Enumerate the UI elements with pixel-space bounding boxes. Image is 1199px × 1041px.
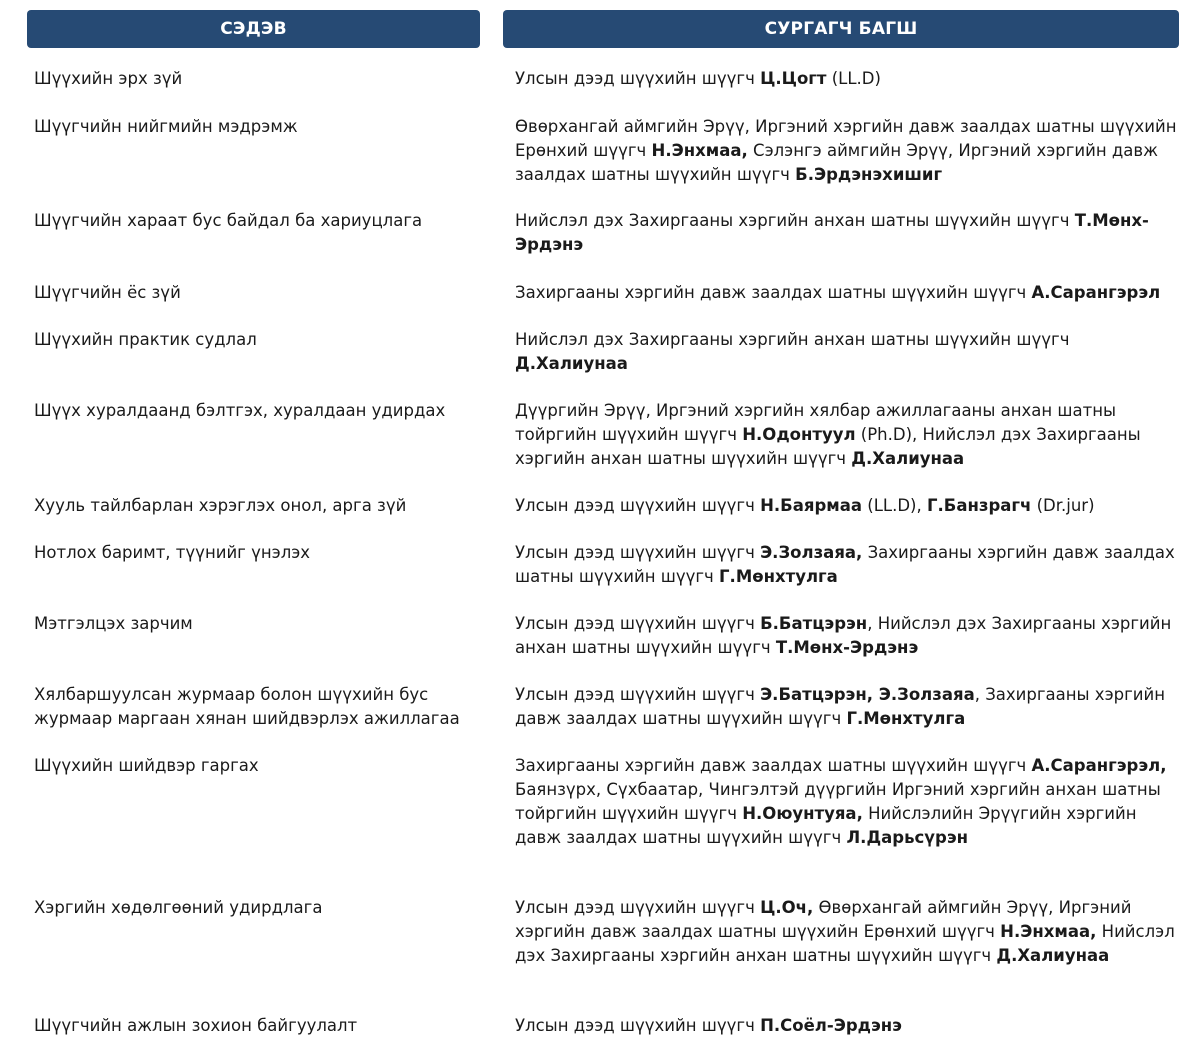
teacher-name: Н.Одонтуул — [742, 425, 856, 444]
teacher-name: Б.Батцэрэн — [760, 614, 868, 633]
teacher-description: , Захиргааны хэргийн давж заалдах шатны шүүхийн шүүгч — [515, 685, 1166, 728]
teacher-description: Нийслэл дэх Захиргааны хэргийн анхан шатны шүүхийн шүүгч — [515, 922, 1175, 965]
teacher-description: Улсын дээд шүүхийн шүүгч — [515, 69, 761, 88]
teacher-cell — [515, 328, 1185, 376]
teacher-cell — [515, 541, 1185, 589]
topic-cell: Хууль тайлбарлан хэрэглэх онол, арга зүй — [34, 496, 407, 515]
teacher-cell — [515, 896, 1185, 968]
teacher-description: Нийслэл дэх Захиргааны хэргийн анхан шатны шүүхийн шүүгч — [515, 211, 1075, 230]
teacher-description: Сэлэнгэ аймгийн Эрүү, Иргэний хэргийн давж заалдах шатны шүүхийн шүүгч — [515, 141, 1158, 184]
topic-cell: Шүүгчийн хараат бус байдал ба хариуцлага — [34, 211, 423, 230]
teacher-name: Ц.Цогт — [760, 69, 827, 88]
teacher-cell — [515, 209, 1185, 257]
teacher-description: Улсын дээд шүүхийн шүүгч — [515, 614, 761, 633]
topic-cell: Нотлох баримт, түүнийг үнэлэх — [34, 543, 311, 562]
teacher-name: А.Сарангэрэл — [1031, 283, 1161, 302]
teacher-name: А.Сарангэрэл, — [1031, 756, 1167, 775]
teacher-description: Захиргааны хэргийн давж заалдах шатны шүүхийн шүүгч — [515, 543, 1175, 586]
topic-cell: Хялбаршуулсан журмаар болон шүүхийн бус журмаар маргаан хянан шийдвэрлэх ажиллагаа — [34, 685, 460, 728]
topic-cell: Хэргийн хөдөлгөөний удирдлага — [34, 898, 323, 917]
teacher-cell — [515, 612, 1185, 660]
teacher-cell — [515, 281, 1185, 305]
teacher-description: Захиргааны хэргийн давж заалдах шатны шүүхийн шүүгч — [515, 756, 1032, 775]
topic-cell: Шүүхийн шийдвэр гаргах — [34, 756, 259, 775]
topic-cell: Шүүхийн практик судлал — [34, 330, 257, 349]
teacher-cell — [515, 494, 1185, 518]
teacher-name: Э.Золзаяа, — [760, 543, 863, 562]
teacher-name: Б.Эрдэнэхишиг — [795, 165, 943, 184]
teacher-name: Д.Халиунаа — [996, 946, 1110, 965]
teacher-name: П.Соёл-Эрдэнэ — [760, 1016, 902, 1035]
teacher-description: , Нийслэл дэх Захиргааны хэргийн анхан шатны шүүхийн шүүгч — [515, 614, 1172, 657]
teacher-description: Баянзүрх, Сүхбаатар, Чингэлтэй дүүргийн Иргэний хэргийн анхан шатны тойргийн шүүхийн шүүгч — [515, 780, 1161, 823]
teacher-cell — [515, 115, 1185, 187]
teacher-name: Н.Энхмаа, — [651, 141, 748, 160]
teacher-cell — [515, 1014, 1185, 1038]
topic-cell: Шүүгчийн нийгмийн мэдрэмж — [34, 117, 298, 136]
teacher-description: Улсын дээд шүүхийн шүүгч — [515, 898, 761, 917]
column-header-teacher: СУРГАГЧ БАГШ — [503, 10, 1179, 48]
topic-cell: Шүүгчийн ажлын зохион байгуулалт — [34, 1016, 358, 1035]
teacher-name: Г.Банзрагч — [926, 496, 1032, 515]
teacher-name: Г.Мөнхтулга — [846, 709, 966, 728]
teacher-cell — [515, 67, 1185, 91]
teacher-description: Улсын дээд шүүхийн шүүгч — [515, 685, 761, 704]
teacher-name: Н.Энхмаа, — [1000, 922, 1097, 941]
teacher-name: Т.Мөнх-Эрдэнэ — [775, 638, 919, 657]
teacher-name: Т.Мөнх-Эрдэнэ — [515, 211, 1149, 254]
teacher-description: Улсын дээд шүүхийн шүүгч — [515, 543, 761, 562]
teacher-description: Улсын дээд шүүхийн шүүгч — [515, 1016, 761, 1035]
teacher-description: Өвөрхангай аймгийн Эрүү, Иргэний хэргийн давж заалдах шатны шүүхийн Ерөнхий шүүгч — [515, 117, 1177, 160]
topic-cell: Шүүгчийн ёс зүй — [34, 283, 181, 302]
teacher-name: Д.Халиунаа — [515, 354, 628, 373]
teacher-description: (Dr.jur) — [1031, 496, 1095, 515]
teacher-description: Улсын дээд шүүхийн шүүгч — [515, 496, 761, 515]
teacher-name: Д.Халиунаа — [851, 449, 965, 468]
teacher-description: Нийслэлийн Эрүүгийн хэргийн давж заалдах шатны шүүхийн шүүгч — [515, 804, 1137, 847]
teacher-description: (LL.D), — [862, 496, 927, 515]
teacher-description: (LL.D) — [826, 69, 881, 88]
topic-cell: Шүүхийн эрх зүй — [34, 69, 183, 88]
teacher-name: Г.Мөнхтулга — [719, 567, 838, 586]
teacher-cell — [515, 683, 1185, 731]
topic-cell: Мэтгэлцэх зарчим — [34, 614, 193, 633]
teacher-name: Н.Оюунтуяа, — [742, 804, 863, 823]
teacher-description: Захиргааны хэргийн давж заалдах шатны шүүхийн шүүгч — [515, 283, 1032, 302]
teacher-name: Н.Баярмаа — [760, 496, 863, 515]
teacher-name: Л.Дарьсүрэн — [846, 828, 969, 847]
teacher-description: Дүүргийн Эрүү, Иргэний хэргийн хялбар ажиллагааны анхан шатны тойргийн шүүхийн шүүгч — [515, 401, 1117, 444]
teacher-description: (Ph.D), Нийслэл дэх Захиргааны хэргийн анхан шатны шүүхийн шүүгч — [515, 425, 1141, 468]
teacher-name: Ц.Оч, — [760, 898, 814, 917]
teacher-cell — [515, 399, 1185, 471]
teacher-name: Э.Батцэрэн, Э.Золзаяа — [760, 685, 975, 704]
topic-cell: Шүүх хуралдаанд бэлтгэх, хуралдаан удирдах — [34, 401, 446, 420]
column-header-topic: СЭДЭВ — [27, 10, 480, 48]
teacher-cell — [515, 754, 1185, 850]
teacher-description: Нийслэл дэх Захиргааны хэргийн анхан шатны шүүхийн шүүгч — [515, 330, 1070, 349]
teacher-description: Өвөрхангай аймгийн Эрүү, Иргэний хэргийн давж заалдах шатны шүүхийн Ерөнхий шүүгч — [515, 898, 1132, 941]
